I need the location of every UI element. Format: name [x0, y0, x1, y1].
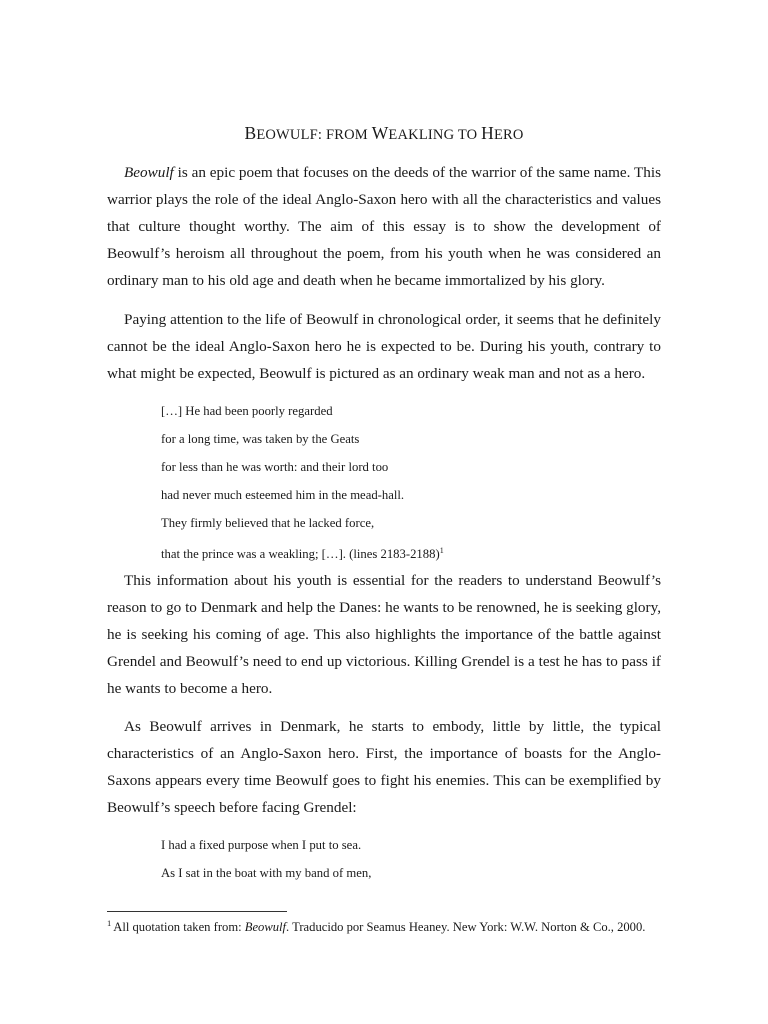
quote-line: […] He had been poorly regarded: [161, 404, 333, 418]
title-segment: ERO: [493, 127, 524, 143]
quote-block-1: [161, 401, 641, 569]
quote-line: As I sat in the boat with my band of men,: [161, 866, 372, 880]
paragraph-text: Paying attention to the life of Beowulf in chronological order, it seems that he definitely cannot be the ideal Anglo-Saxon hero he is expected to be. During his youth, contrary to what might be expected, Beowulf is pictured as an ordinary weak man and not as a hero.: [107, 311, 661, 382]
footnote-divider: [107, 911, 287, 912]
quote-line: had never much esteemed him in the mead-hall.: [161, 488, 405, 502]
footnote: [107, 915, 707, 936]
paragraph-2: [107, 306, 661, 387]
footnote-work-title: Beowulf: [244, 920, 287, 934]
title-segment: EAKLING TO: [388, 127, 482, 143]
footnote-text: . Traducido por Seamus Heaney. New York: W.W. Norton & Co., 2000.: [286, 920, 646, 934]
title-segment: EOWULF: [256, 127, 318, 143]
footnote-reference[interactable]: 1: [439, 546, 444, 555]
paragraph-text: is an epic poem that focuses on the deeds of the warrior of the same name. This warrior plays the role of the ideal Anglo-Saxon hero with all the characteristics and values that culture thought worthy. The aim of this essay is to show the development of Beowulf’s heroism all throughout the poem, from his youth when he was considered an ordinary man to his old age and death when he became immortalized by his glory.: [107, 164, 661, 289]
paragraph-1: [107, 159, 661, 294]
paragraph-3: [107, 567, 661, 702]
footnote-number: 1: [107, 918, 112, 928]
quote-block-2: [161, 835, 641, 891]
paragraph-4: [107, 713, 661, 821]
footnote-text: All quotation taken from:: [113, 920, 245, 934]
title-initial: W: [371, 123, 389, 143]
essay-title: [0, 123, 768, 144]
title-segment: : FROM: [317, 127, 372, 143]
title-initial: B: [244, 123, 257, 143]
quote-line: for a long time, was taken by the Geats: [161, 432, 360, 446]
quote-line: They firmly believed that he lacked force,: [161, 516, 375, 530]
paragraph-text: As Beowulf arrives in Denmark, he starts to embody, little by little, the typical characteristics of an Anglo-Saxon hero. First, the importance of boasts for the Anglo-Saxons appears every time Beowulf goes to fight his enemies. This can be exemplified by Beowulf’s speech before facing Grendel:: [107, 718, 661, 816]
quote-line: I had a fixed purpose when I put to sea.: [161, 838, 362, 852]
italic-work-title: Beowulf: [124, 164, 174, 181]
paragraph-text: This information about his youth is essential for the readers to understand Beowulf’s reason to go to Denmark and help the Danes: he wants to be renowned, he is seeking glory, he is seeking his coming of age. This also highlights the importance of the battle against Grendel and Beowulf’s need to end up victorious. Killing Grendel is a test he has to pass if he wants to become a hero.: [107, 572, 661, 697]
title-initial: H: [481, 123, 494, 143]
quote-line-last: [161, 541, 641, 569]
quote-line-text: that the prince was a weakling; […]. (lines 2183-2188): [161, 547, 440, 561]
quote-line: for less than he was worth: and their lord too: [161, 460, 389, 474]
